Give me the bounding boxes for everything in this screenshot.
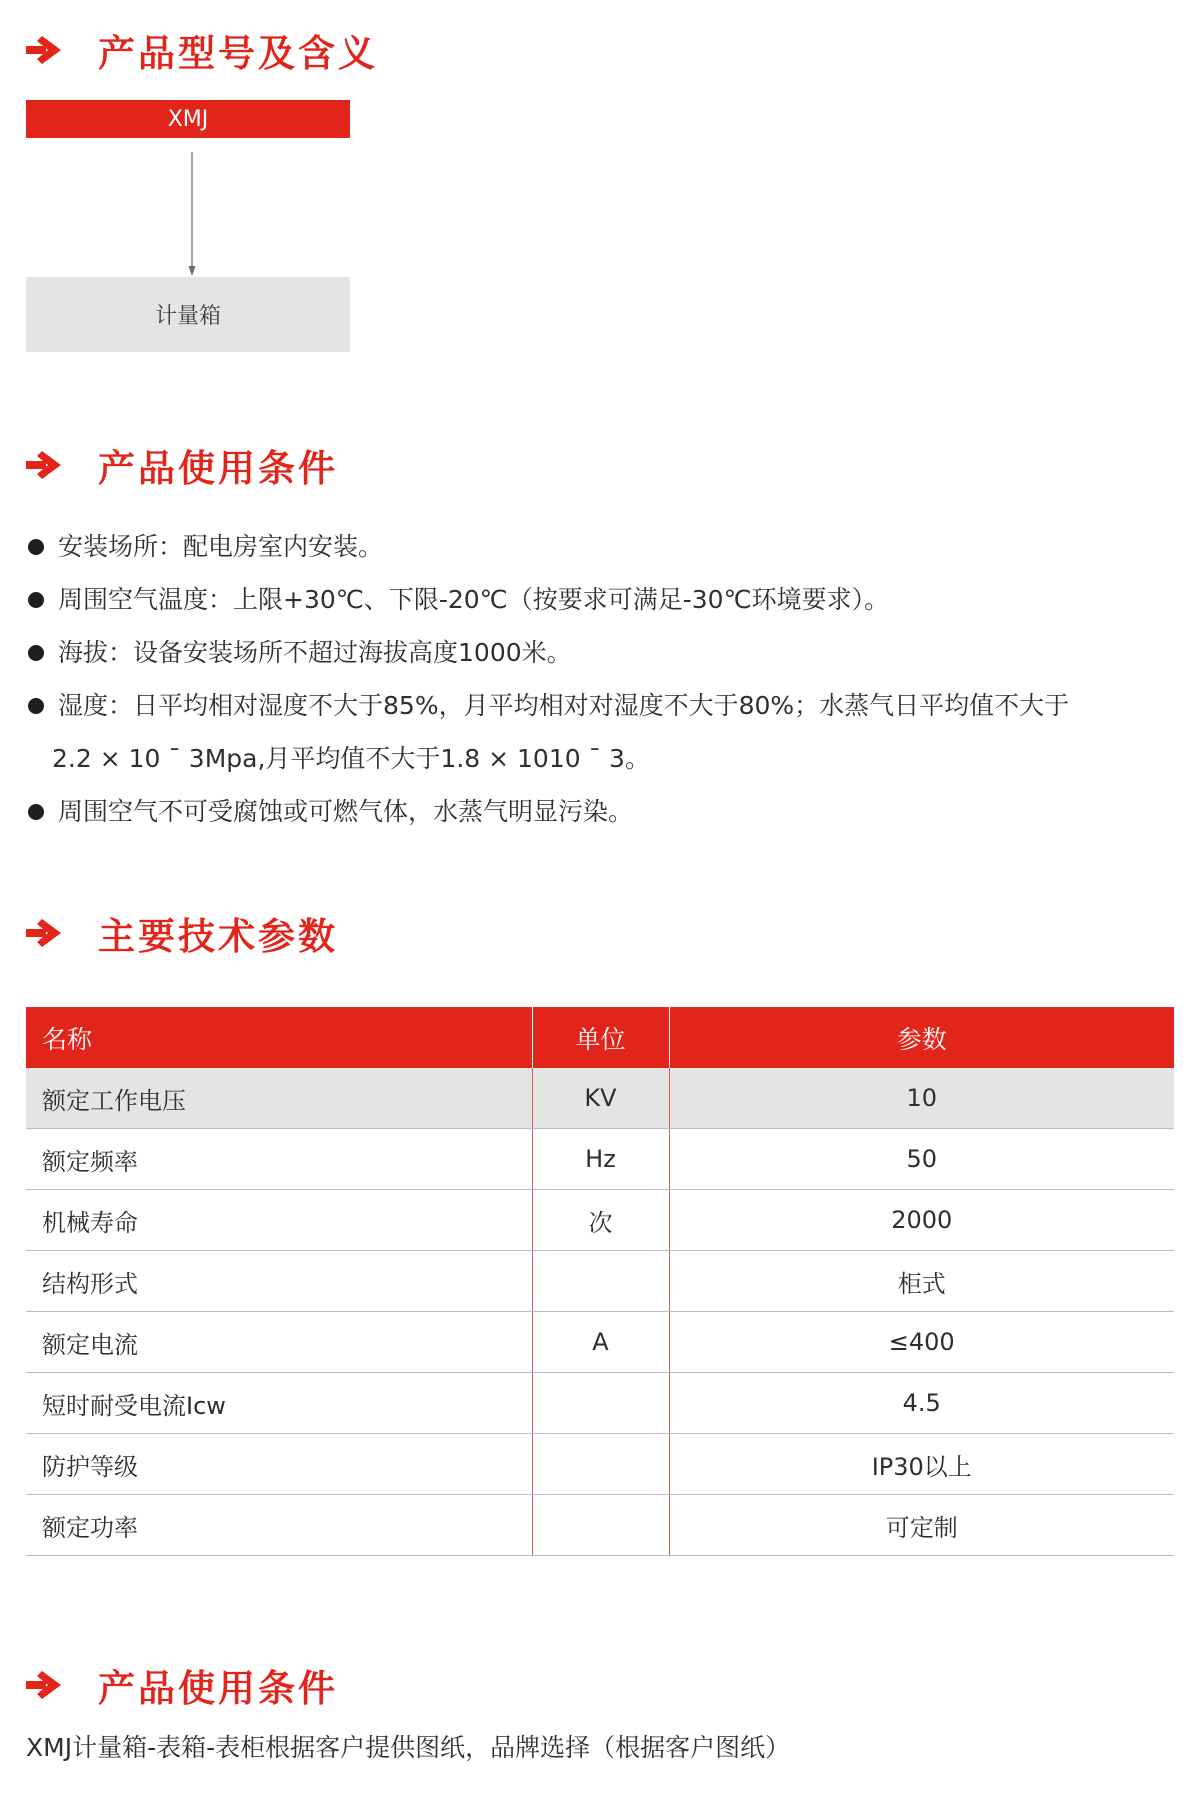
bullet-dot-icon bbox=[28, 592, 44, 608]
table-row bbox=[26, 1495, 1174, 1556]
usage-note: XMJ计量箱-表箱-表柜根据客户提供图纸，品牌选择（根据客户图纸） bbox=[26, 1733, 791, 1762]
cell-unit: Hz bbox=[532, 1129, 669, 1190]
cell-unit bbox=[532, 1434, 669, 1495]
column-header-unit: 单位 bbox=[532, 1007, 669, 1068]
bullet-dot-icon bbox=[28, 698, 44, 714]
cell-unit: KV bbox=[532, 1068, 669, 1129]
cell-unit bbox=[532, 1251, 669, 1312]
section-heading-usage bbox=[26, 1655, 338, 1715]
table-row bbox=[26, 1434, 1174, 1495]
cell-unit: 次 bbox=[532, 1190, 669, 1251]
condition-text: 湿度：日平均相对湿度不大于85%，月平均相对对湿度不大于80%；水蒸气日平均值不大于 bbox=[58, 691, 1070, 720]
cell-value: 50 bbox=[669, 1129, 1174, 1190]
table-header-row bbox=[26, 1007, 1174, 1068]
cell-value: IP30以上 bbox=[669, 1434, 1174, 1495]
parameter-table bbox=[26, 1007, 1174, 1556]
list-item bbox=[26, 626, 1176, 679]
bullet-dot-icon bbox=[28, 645, 44, 661]
bullet-dot-icon bbox=[28, 539, 44, 555]
section-title: 产品使用条件 bbox=[98, 1667, 338, 1710]
condition-text: 周围空气不可受腐蚀或可燃气体，水蒸气明显污染。 bbox=[58, 797, 634, 826]
column-header-name: 名称 bbox=[26, 1007, 532, 1068]
bullet-dot-icon bbox=[28, 804, 44, 820]
table-row bbox=[26, 1190, 1174, 1251]
arrow-right-icon bbox=[26, 1670, 62, 1700]
cell-unit bbox=[532, 1373, 669, 1434]
section-title: 产品型号及含义 bbox=[98, 32, 378, 75]
cell-unit bbox=[532, 1495, 669, 1556]
condition-text: 海拔：设备安装场所不超过海拔高度1000米。 bbox=[58, 638, 572, 667]
list-item bbox=[26, 785, 1176, 838]
column-header-value: 参数 bbox=[669, 1007, 1174, 1068]
table-row bbox=[26, 1129, 1174, 1190]
cell-name: 额定电流 bbox=[26, 1312, 532, 1373]
arrow-right-icon bbox=[26, 918, 62, 948]
cell-unit: A bbox=[532, 1312, 669, 1373]
cell-value: 2000 bbox=[669, 1190, 1174, 1251]
arrow-right-icon bbox=[26, 450, 62, 480]
cell-name: 结构形式 bbox=[26, 1251, 532, 1312]
section-heading-params bbox=[26, 903, 338, 963]
list-item bbox=[26, 679, 1176, 785]
model-meaning-box bbox=[26, 277, 350, 352]
cell-name: 机械寿命 bbox=[26, 1190, 532, 1251]
cell-name: 额定频率 bbox=[26, 1129, 532, 1190]
section-heading-model bbox=[26, 20, 378, 80]
cell-name: 额定工作电压 bbox=[26, 1068, 532, 1129]
cell-value: 可定制 bbox=[669, 1495, 1174, 1556]
condition-text: 安装场所：配电房室内安装。 bbox=[58, 532, 384, 561]
cell-value: 10 bbox=[669, 1068, 1174, 1129]
table-row bbox=[26, 1312, 1174, 1373]
cell-value: 4.5 bbox=[669, 1373, 1174, 1434]
cell-name: 短时耐受电流Icw bbox=[26, 1373, 532, 1434]
section-heading-conditions bbox=[26, 435, 338, 495]
arrow-right-icon bbox=[26, 35, 62, 65]
table-row bbox=[26, 1373, 1174, 1434]
section-title: 产品使用条件 bbox=[98, 447, 338, 490]
model-meaning: 计量箱 bbox=[154, 304, 221, 329]
section-title: 主要技术参数 bbox=[98, 915, 338, 958]
model-diagram bbox=[26, 100, 350, 352]
condition-text: 周围空气温度：上限+30℃、下限-20℃（按要求可满足-30℃环境要求）。 bbox=[58, 585, 890, 614]
table-row bbox=[26, 1251, 1174, 1312]
model-code-box bbox=[26, 100, 350, 138]
condition-text-continued: 2.2 × 10 ˉ 3Mpa,月平均值不大于1.8 × 1010 ˉ 3。 bbox=[52, 744, 650, 773]
cell-name: 额定功率 bbox=[26, 1495, 532, 1556]
list-item bbox=[26, 520, 1176, 573]
list-item bbox=[26, 573, 1176, 626]
model-code: XMJ bbox=[167, 106, 209, 132]
connector-arrow-icon bbox=[187, 138, 197, 278]
cell-value: 柜式 bbox=[669, 1251, 1174, 1312]
cell-name: 防护等级 bbox=[26, 1434, 532, 1495]
conditions-list bbox=[26, 520, 1176, 838]
table-row bbox=[26, 1068, 1174, 1129]
cell-value: ≤400 bbox=[669, 1312, 1174, 1373]
